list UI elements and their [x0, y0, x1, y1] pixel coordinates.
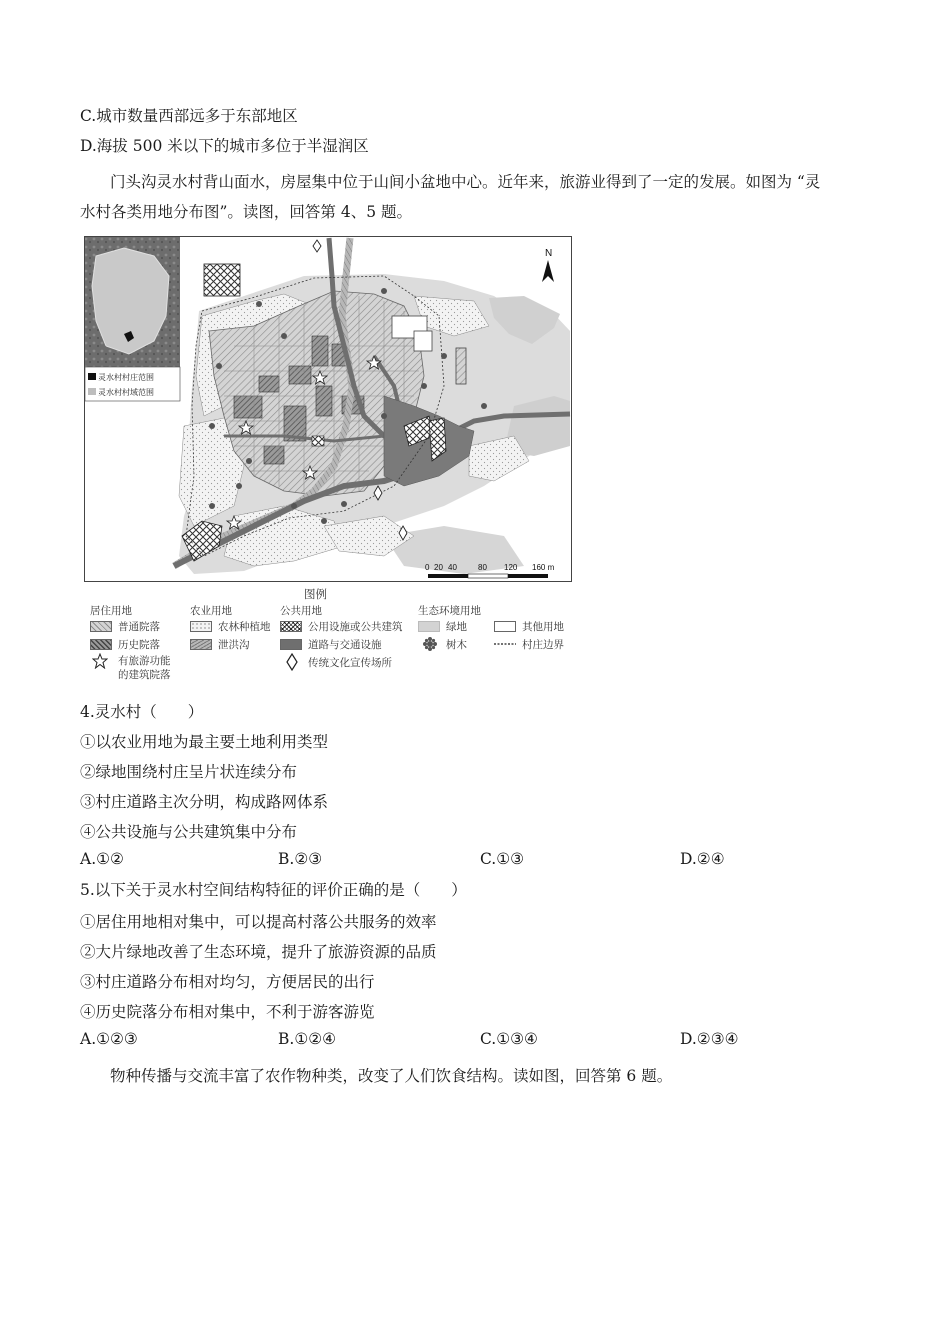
- q5-item-3: ③村庄道路分布相对均匀，方便居民的出行: [80, 973, 375, 991]
- swatch-ordinary: [90, 621, 112, 632]
- map-legend: [88, 586, 588, 686]
- q4-option-d[interactable]: D.②④: [680, 850, 725, 868]
- option-c-text: C.城市数量西部远多于东部地区: [80, 107, 298, 125]
- legend-tree: 树木: [446, 639, 467, 651]
- q5-item-2: ②大片绿地改善了生态环境，提升了旅游资源的品质: [80, 943, 437, 961]
- q4-option-b[interactable]: B.②③: [278, 850, 323, 868]
- swatch-public-bldg: [280, 621, 302, 632]
- legend-tourism: 有旅游功能: [118, 655, 171, 667]
- intro-line-2: 水村各类用地分布图”。读图，回答第 4、5 题。: [80, 203, 413, 221]
- legend-group-ecological: 生态环境用地: [418, 605, 481, 617]
- q5-option-b[interactable]: B.①②④: [278, 1030, 337, 1048]
- scale-80: 80: [478, 563, 487, 572]
- scale-20: 20: [434, 563, 443, 572]
- legend-border: 村庄边界: [522, 639, 564, 651]
- legend-tourism-2: 的建筑院落: [118, 669, 171, 681]
- q4-item-2: ②绿地围绕村庄呈片状连续分布: [80, 763, 298, 781]
- q5-option-d[interactable]: D.②③④: [680, 1030, 739, 1048]
- scale-160: 160 m: [532, 563, 555, 572]
- land-use-map: [84, 236, 572, 582]
- legend-group-agricultural: 农业用地: [190, 605, 232, 617]
- legend-farm: 农林种植地: [218, 621, 271, 633]
- intro-line-1: 门头沟灵水村背山面水，房屋集中位于山间小盆地中心。近年来，旅游业得到了一定的发展。如图为 “灵: [110, 173, 821, 191]
- inset-village-swatch: [88, 373, 96, 380]
- q4-option-a[interactable]: A.①②: [80, 850, 124, 868]
- q5-option-c[interactable]: C.①③④: [480, 1030, 538, 1048]
- scale-40: 40: [448, 563, 457, 572]
- legend-group-public: 公共用地: [280, 605, 322, 617]
- legend-ordinary: 普通院落: [118, 621, 160, 633]
- star-icon: [92, 653, 108, 669]
- q4-item-3: ③村庄道路主次分明，构成路网体系: [80, 793, 329, 811]
- diamond-icon: [286, 653, 298, 671]
- north-label: N: [545, 248, 553, 259]
- swatch-farm: [190, 621, 212, 632]
- q4-item-4: ④公共设施与公共建筑集中分布: [80, 823, 298, 841]
- swatch-green: [418, 621, 440, 632]
- q5-item-1: ①居住用地相对集中，可以提高村落公共服务的效率: [80, 913, 437, 931]
- swatch-road: [280, 639, 302, 650]
- legend-culture: 传统文化宣传场所: [308, 657, 392, 669]
- q5-stem: 5.以下关于灵水村空间结构特征的评价正确的是（ ）: [80, 881, 467, 899]
- swatch-other: [494, 621, 516, 632]
- option-d-text: D.海拔 500 米以下的城市多位于半湿润区: [80, 137, 369, 155]
- inset-legend-1: 灵水村村庄范围: [98, 373, 154, 382]
- legend-other: 其他用地: [522, 621, 564, 633]
- scale-120: 120: [504, 563, 518, 572]
- tree-icon: [422, 636, 438, 652]
- inset-domain-swatch: [88, 388, 96, 395]
- swatch-ditch: [190, 639, 212, 650]
- legend-historic: 历史院落: [118, 639, 160, 651]
- inset-legend-2: 灵水村村域范围: [98, 388, 154, 397]
- legend-ditch: 泄洪沟: [218, 639, 250, 651]
- border-line-icon: [494, 641, 516, 647]
- land-use-map-svg: [84, 236, 572, 582]
- q5-option-a[interactable]: A.①②③: [80, 1030, 138, 1048]
- legend-title: 图例: [304, 587, 327, 601]
- legend-group-residential: 居住用地: [90, 605, 132, 617]
- q5-item-4: ④历史院落分布相对集中，不利于游客游览: [80, 1003, 375, 1021]
- legend-road: 道路与交通设施: [308, 639, 382, 651]
- q4-stem: 4.灵水村（ ）: [80, 703, 204, 721]
- swatch-historic: [90, 639, 112, 650]
- outro-text: 物种传播与交流丰富了农作物种类，改变了人们饮食结构。读如图，回答第 6 题。: [110, 1067, 673, 1085]
- q4-option-c[interactable]: C.①③: [480, 850, 525, 868]
- legend-green: 绿地: [446, 621, 467, 633]
- scale-0: 0: [425, 563, 430, 572]
- legend-public-bldg: 公用设施或公共建筑: [308, 621, 403, 633]
- q4-item-1: ①以农业用地为最主要土地利用类型: [80, 733, 329, 751]
